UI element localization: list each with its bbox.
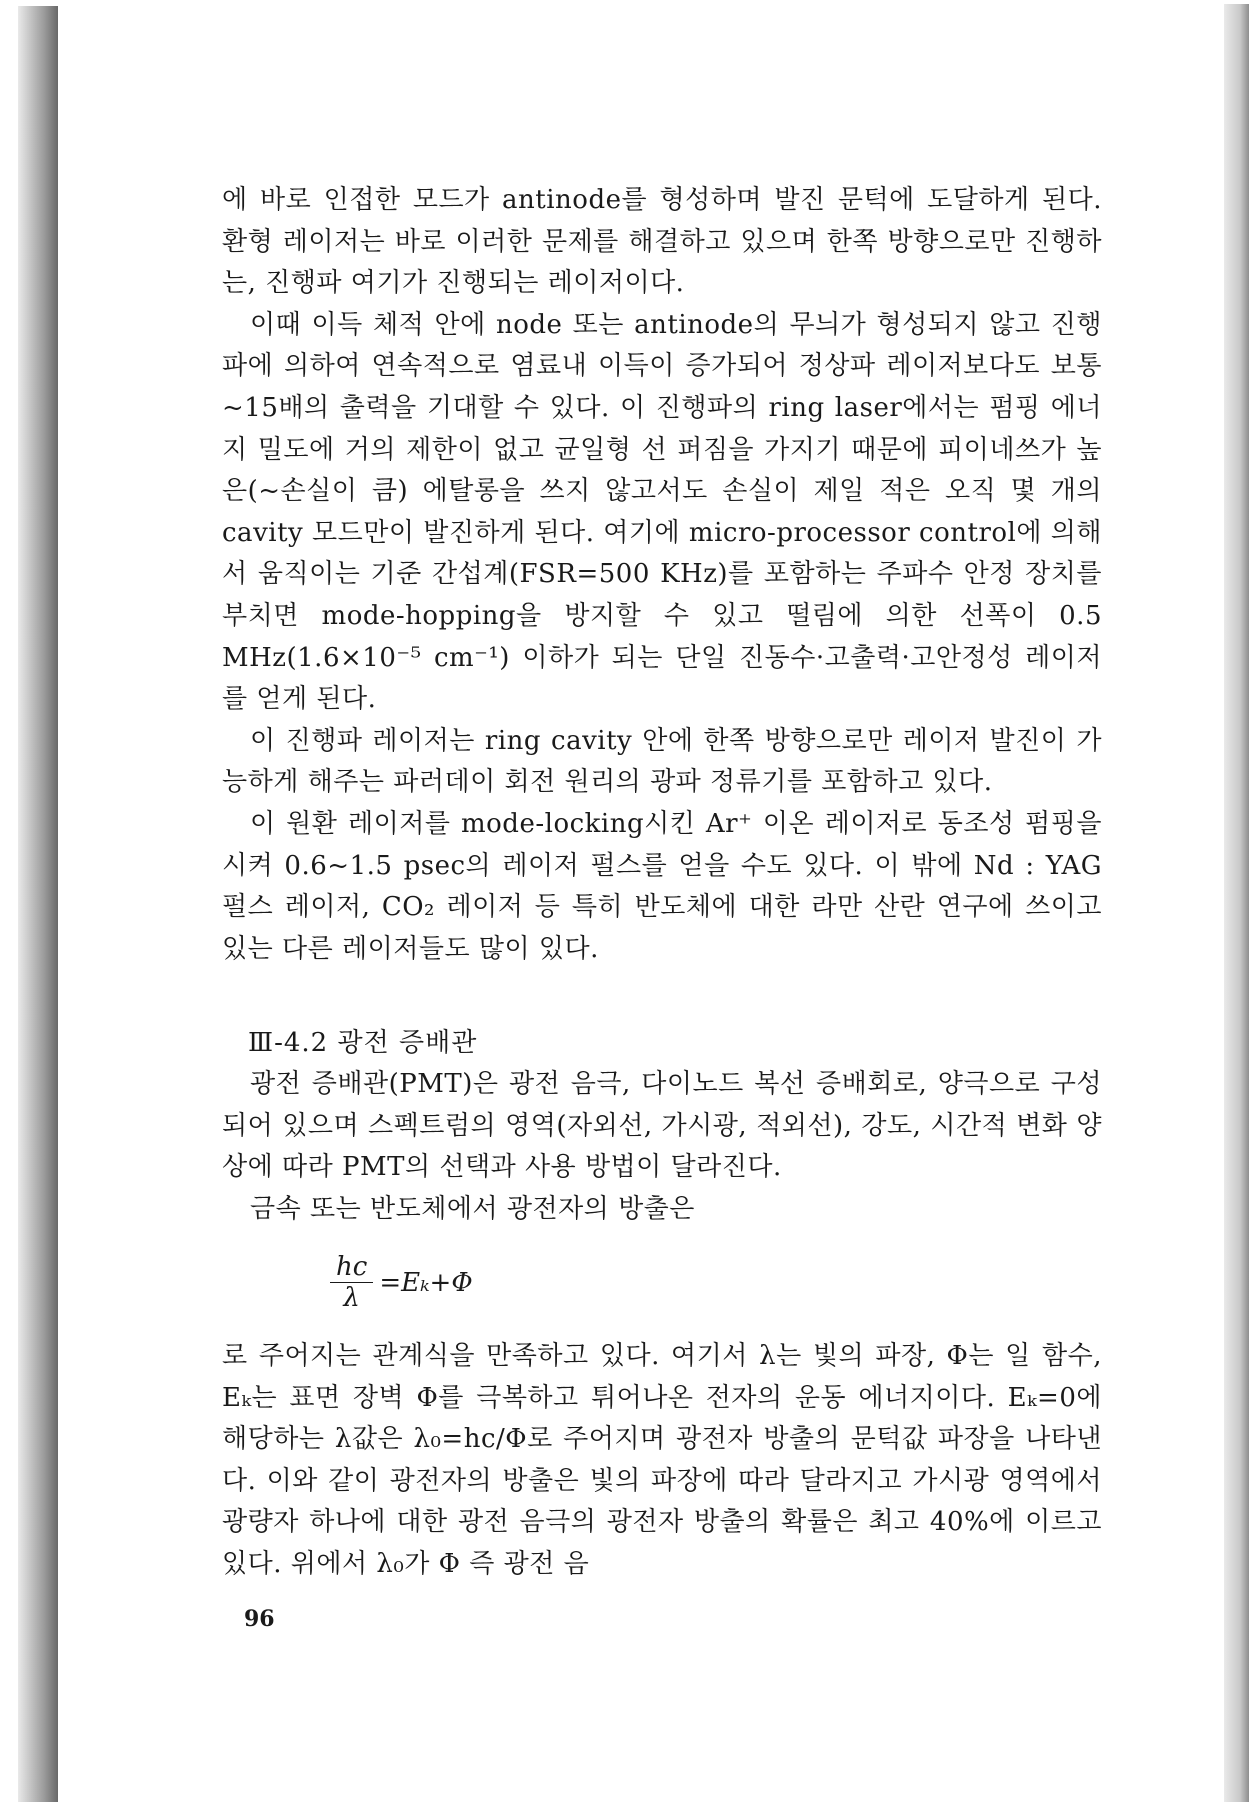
- paragraph: 금속 또는 반도체에서 광전자의 방출은: [250, 1193, 695, 1224]
- fraction-denominator: λ: [343, 1283, 360, 1313]
- paragraph: 이 진행파 레이저는 ring cavity 안에 한쪽 방향으로만 레이저 발진이 가능하게 해주는 파러데이 회전 원리의 광파 정류기를 포함하고 있다.: [222, 725, 1102, 798]
- paragraph: 에 바로 인접한 모드가 antinode를 형성하며 발진 문턱에 도달하게 된다. 환형 레이저는 바로 이러한 문제를 해결하고 있으며 한쪽 방향으로만 진행하는, 진행파 여기가 진행되는 레이저이다.: [222, 185, 1102, 299]
- fraction-numerator: hc: [330, 1252, 373, 1283]
- paragraph: 로 주어지는 관계식을 만족하고 있다. 여기서 λ는 빛의 파장, Φ는 일 함수, Eₖ는 표면 장벽 Φ를 극복하고 튀어나온 전자의 운동 에너지이다. Eₖ=0에 해당하는 λ값은 λ₀=hc/Φ로 주어지며 광전자 방출의 문턱값 파장을 나타낸다. 이와 같이 광전자의 방출은 빛의 파장에 따라 달라지고 가시광 영역에서 광량자 하나에 대한 광전 음극의 광전자 방출의 확률은 최고 40%에 이르고 있다. 위에서 λ₀가 Φ 즉 광전 음: [222, 1341, 1102, 1579]
- body-text-bottom: [222, 1336, 1102, 1586]
- paragraph: 이 원환 레이저를 mode-locking시킨 Ar⁺ 이온 레이저로 동조성 펌핑을 시켜 0.6~1.5 psec의 레이저 펄스를 얻을 수도 있다. 이 밖에 Nd : YAG 펄스 레이저, CO₂ 레이저 등 특히 반도체에 대한 라만 산란 연구에 쓰이고 있는 다른 레이저들도 많이 있다.: [222, 808, 1102, 964]
- section-heading: Ⅲ-4.2 광전 증배관: [248, 1028, 478, 1058]
- photoelectric-equation: [330, 1252, 473, 1313]
- paragraph: 이때 이득 체적 안에 node 또는 antinode의 무늬가 형성되지 않고 진행파에 의하여 연속적으로 염료내 이득이 증가되어 정상파 레이저보다도 보통~15배의 출력을 기대할 수 있다. 이 진행파의 ring laser에서는 펌핑 에너지 밀도에 거의 제한이 없고 균일형 선 퍼짐을 가지기 때문에 피이네쓰가 높은(~손실이 큼) 에탈롱을 쓰지 않고서도 손실이 제일 적은 오직 몇 개의 cavity 모드만이 발진하게 된다. 여기에 micro-processor control에 의해서 움직이는 기준 간섭계(FSR=500 KHz)를 포함하는 주파수 안정 장치를 부치면 mode-hopping을 방지할 수 있고 떨림에 의한 선폭이 0.5 MHz(1.6×10⁻⁵ cm⁻¹) 이하가 되는 단일 진동수·고출력·고안정성 레이저를 얻게 된다.: [222, 309, 1102, 715]
- page-edge-left: [18, 6, 62, 1802]
- page-number: 96: [244, 1606, 275, 1632]
- fraction: [330, 1252, 373, 1313]
- equation-rhs: =Eₖ+Φ: [379, 1267, 473, 1298]
- body-text-middle: [222, 1064, 1102, 1230]
- body-text-top: [222, 180, 1102, 970]
- paragraph: 광전 증배관(PMT)은 광전 음극, 다이노드 복선 증배회로, 양극으로 구성되어 있으며 스펙트럼의 영역(자외선, 가시광, 적외선), 강도, 시간적 변화 양상에 따라 PMT의 선택과 사용 방법이 달라진다.: [222, 1069, 1102, 1183]
